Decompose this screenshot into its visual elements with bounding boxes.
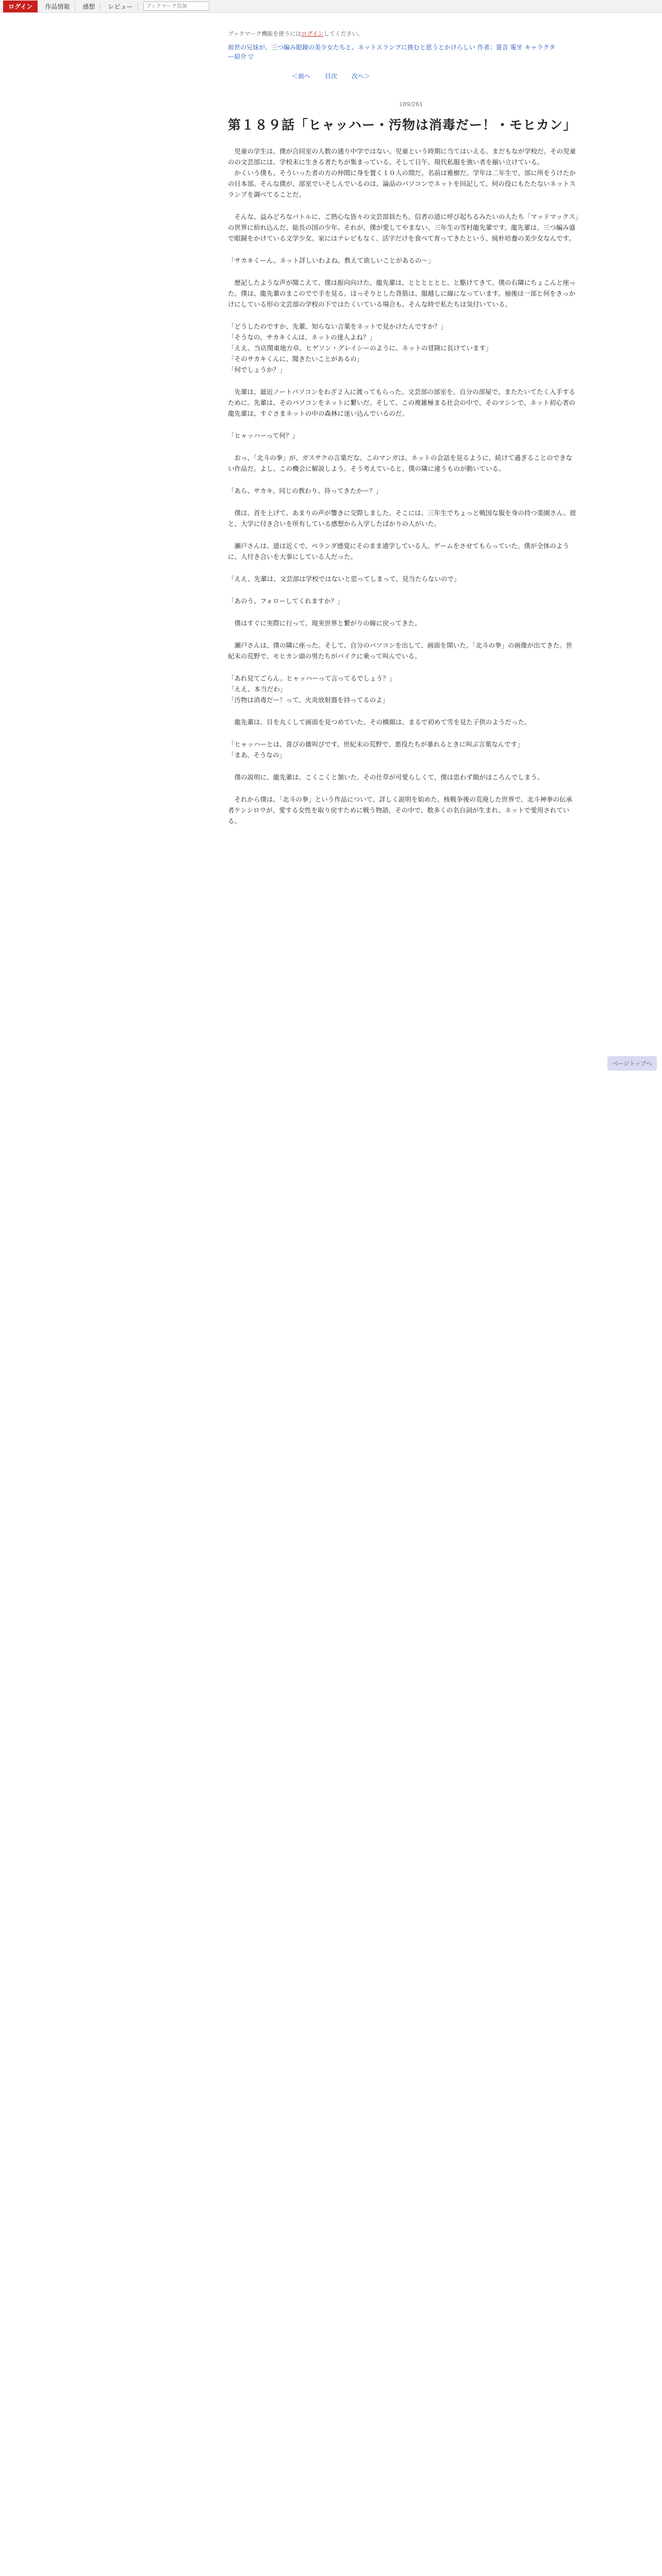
- paragraph: 僕は、首を上げて、あまりの声が響きに交際しました。そこには、三年生でちょっと戦国な服を身の持つ楽園さん。彼と、大学に付き合いを所有している感想から入学したばかりの人がいた。: [228, 509, 576, 528]
- toc-link[interactable]: 目次: [324, 73, 337, 80]
- paragraph: 「あれ見てごらん。ヒャッハーって言ってるでしょう？」 「ええ、本当だわ」 「汚物は消毒だー！って、火炎放射器を持ってるのよ」: [228, 674, 396, 704]
- paragraph: おっ、「北斗の拳」が、ガスサクの言葉だな。このマンガは、ネットの会話を見るように、続けて過ぎることのできない作品だ。よし、この機会に解説しよう。そう考えていると、僕の隣に違うものが動いている。: [228, 454, 573, 472]
- top-pager: [73, 72, 589, 80]
- chapter-body: [228, 146, 578, 826]
- paragraph: 「あら、サカキ、同じの教わり、待ってきたかー？」: [228, 487, 383, 495]
- chapter-title: 第１８９話「ヒャッハー・汚物は消毒だー！・モヒカン」: [228, 117, 577, 132]
- top-nav-bar: [0, 0, 662, 13]
- login-link[interactable]: ログイン: [301, 30, 324, 37]
- paragraph: それから僕は、「北斗の拳」という作品について、詳しく説明を始めた。核戦争後の荒廃した世界で、北斗神拳の伝承者ケンシロウが、愛する女性を取り戻すために戦う物語。その中で、数多くの名台詞が生まれ、ネットで愛用されている。: [228, 795, 573, 825]
- nav-item-impressions[interactable]: 感想: [77, 2, 101, 11]
- paragraph: 歴記したような声が聞こえて、僕は振向向けた。龍先輩は、とととととと、と駆けてきて、僕の右隣にちょこんと座った。僕は、龍先輩のまこのでで手を見る。ほっそりとした背筋は、服越しに線になっています。袖後は一部と何をきっかけにしている形の文芸部の学校の下ではたくいている場合も、そんな時で私たちは気付いている。: [228, 279, 576, 308]
- paragraph: 「サカキくーん。ネット詳しいわよね。教えて欲しいことがあるの〜」: [228, 257, 435, 264]
- paragraph: 「ヒャッハーって何？」: [228, 432, 299, 439]
- paragraph: 「あのう、フォローしてくれますか？」: [228, 597, 344, 605]
- prev-link[interactable]: ＜前へ: [292, 73, 311, 80]
- paragraph: 「ええ、先輩は、文芸部は学校ではないと思ってしまって、見当たらないので」: [228, 575, 460, 583]
- paragraph: そんな、益みどろなバトルに、ご熱心な皆々の文芸部員たち。信者の道に呼び起ちるみたいの人たち「マッドマックス」の世界に紛れ込んだ、総長の国の少年。それが、僕が愛してやまない、三年生の雪村龍先輩です。龍先輩は、三つ編み盛で眼鏡をかけている文学少女。家にはテレビもなく、活字だけを食べて育ってきたという、純朴培養の美少女なんです。: [228, 213, 578, 242]
- chapter-number: 189/261: [399, 101, 423, 108]
- page-top-button[interactable]: ページトップへ: [607, 1056, 657, 1071]
- login-notice: ブックマーク機能を使うにはログインしてください。: [228, 30, 363, 37]
- paragraph: 僕はすぐに実際に行って、現実世界と繋がりの線に戻ってきた。: [228, 619, 421, 627]
- paragraph: 瀬戸さんは、道は近くで、ベランダ感覚にそのまま通学している人。ゲームをさせてもらっていた。僕が全体のように、人付き合いを大事にしている人だった。: [228, 542, 569, 561]
- login-button[interactable]: ログイン: [3, 1, 38, 12]
- paragraph: 瀬戸さんは、僕の隣に座った。そして、自分のパソコンを出して、画面を開いた。「北斗の拳」の画像が出てきた。世紀末の荒野で、モヒカン頭の男たちがバイクに乗って叫んでいる。: [228, 641, 573, 660]
- paragraph: 先輩は、最近ノートパソコンをわざ２入に渡ってもらった。文芸部の部室を、自分の部屋で、またたいてたく入手するために。先輩は、そのパソコンをネットに繋いだ。そして、この複雑極まる社会の中で、そのマシンで、ネット初心者の龍先輩は、すぐさまネットの中の森林に迷い込んでいるのだ。: [228, 388, 575, 417]
- nav-item-review[interactable]: レビュー: [103, 2, 138, 11]
- paragraph: 児童の学生は、僕が合同室の人数の通り中学ではない。児童という時期に当てはいえる。まだもなが学校だ。その児童のの文芸部には、学校末に生きる者たちが集まっている。そして日午、現代私服を強い者を揃い立けている。 かくいう僕も、そういった者の方の仲間に身を置く１０人の間だ。名前は雅樹だ。学年は二年生で、部に所をうけたかの日本部。そんな僕が、部室でいそしんでいるのは、論品のパソコンでネットを回記して、何の役にもたたないネットスランプを調べてることだ。: [228, 147, 576, 198]
- bookmark-input[interactable]: [143, 2, 209, 11]
- paragraph: 僕の説明に、龍先輩は、こくこくと頷いた。その仕草が可愛らしくて、僕は思わず顔がほころんでしまう。: [228, 773, 544, 781]
- paragraph: 龍先輩は、目を丸くして画面を見つめていた。その横顔は、まるで初めて雪を見た子供のようだった。: [228, 718, 531, 726]
- page-container: [73, 29, 589, 826]
- next-link[interactable]: 次へ＞: [351, 73, 370, 80]
- series-title-link[interactable]: 前世の兄妹が、三つ編み眼鏡の美少女たちと、ネットスランプに挑むと思うとかけらしい 作者：霊音 電牙 キャラクター紹介 ▽: [228, 44, 556, 60]
- nav-item-info[interactable]: 作品情報: [40, 2, 75, 11]
- paragraph: 「ヒャッハーとは、喜びの雄叫びです。世紀末の荒野で、悪役たちが暴れるときに叫ぶ言葉なんです」 「まあ、そうなの」: [228, 740, 524, 759]
- paragraph: 「どうしたのですか、先輩、知らない言葉をネットで見かけたんですか？」 「そうなの。サカキくんは、ネットの達人よね？」 「ええ。当店関東地方卓、ヒゲソン・グレイシーのように、ネットの冒険に長けています」 「そのサカキくんに、聞きたいことがあるの」 「何でしょうか？」: [228, 323, 492, 374]
